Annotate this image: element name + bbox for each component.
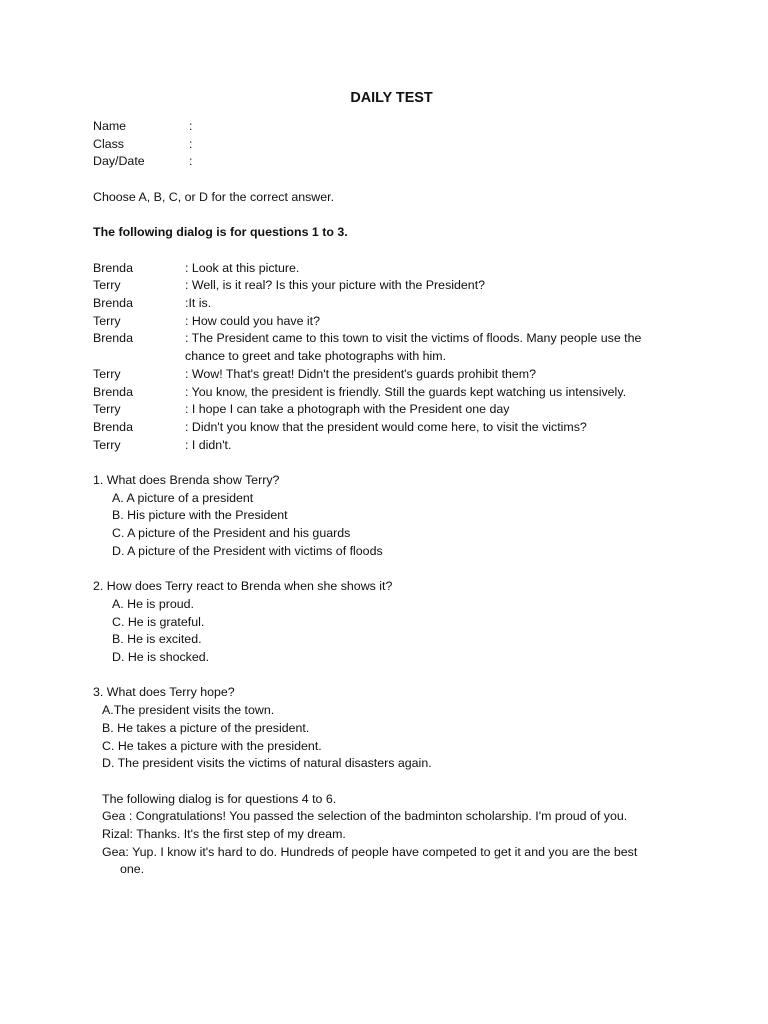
info-label: Day/Date [93,154,145,169]
dialog-speaker: Terry [93,278,121,293]
spacer [93,561,708,579]
dialog-text: : Wow! That's great! Didn't the president's guards prohibit them? [185,366,537,381]
answer-option: A. A picture of a president [112,490,254,505]
dialog-line [93,295,708,313]
dialog-text: : I hope I can take a photograph with the President one day [185,402,510,417]
answer-option: B. He takes a picture of the president. [102,720,310,735]
dialog1-heading: The following dialog is for questions 1 to 3. [93,225,348,240]
dialog-line [93,366,708,384]
answer-option: A.The president visits the town. [102,703,275,718]
dialog1 [93,260,708,455]
dialog-text-continuation: one. [120,862,145,877]
answer-option: C. A picture of the President and his guards [112,526,351,541]
dialog-speaker: Brenda [93,419,133,434]
info-separator: : [189,119,193,133]
question-2 [93,578,708,667]
dialog-text: : How could you have it? [185,313,320,328]
answer-option: B. He is excited. [112,632,202,647]
dialog-line [93,277,708,295]
spacer [93,242,708,260]
info-separator: : [189,154,193,169]
question-text: 2. How does Terry react to Brenda when she shows it? [93,579,393,594]
dialog-line [93,437,708,455]
answer-option: D. The president visits the victims of natural disasters again. [102,756,432,771]
student-info [93,118,708,171]
info-row-name [93,118,708,136]
instruction: Choose A, B, C, or D for the correct answer. [93,189,335,204]
dialog-text-block [185,330,708,365]
dialog-text: : Look at this picture. [185,260,300,275]
spacer [93,171,708,189]
question-3 [93,684,708,773]
dialog-text: : Didn't you know that the president would come here, to visit the victims? [185,419,587,434]
answer-option: C. He is grateful. [112,614,205,629]
answer-option: C. He takes a picture with the president. [102,738,322,753]
dialog2 [93,791,708,880]
answer-option: D. He is shocked. [112,650,210,665]
dialog-line: Gea : Congratulations! You passed the selection of the badminton scholarship. I'm proud of you. [102,809,628,824]
dialog-speaker: Brenda [93,331,133,346]
spacer [93,454,708,472]
dialog-line [93,330,708,365]
dialog-speaker: Terry [93,402,121,417]
page-title: DAILY TEST [350,90,433,106]
spacer [93,667,708,685]
answer-option: B. His picture with the President [112,508,288,523]
dialog-line [93,401,708,419]
dialog-line [93,384,708,402]
dialog-line [93,260,708,278]
question-text: 1. What does Brenda show Terry? [93,473,280,487]
dialog-text: : Well, is it real? Is this your picture with the President? [185,278,486,293]
dialog-text: : You know, the president is friendly. Still the guards kept watching us intensively. [185,384,627,399]
dialog-speaker: Terry [93,437,121,452]
dialog-text: Gea: Yup. I know it's hard to do. Hundreds of people have competed to get it and you are the best [102,844,638,859]
dialog-speaker: Terry [93,366,121,381]
dialog-text: :It is. [185,295,212,310]
answer-option: D. A picture of the President with victims of floods [112,543,383,558]
question-1 [93,472,708,561]
info-separator: : [189,136,193,151]
info-label: Name [93,119,127,133]
dialog2-heading: The following dialog is for questions 4 to 6. [102,791,337,806]
answer-option: A. He is proud. [112,596,194,611]
dialog-speaker: Brenda [93,295,133,310]
dialog-line: Rizal: Thanks. It's the first step of my dream. [102,827,346,842]
dialog-speaker: Brenda [93,384,133,399]
dialog-text: : The President came to this town to visit the victims of floods. Many people use the [185,331,642,346]
question-text: 3. What does Terry hope? [93,685,235,700]
dialog-speaker: Terry [93,313,121,328]
spacer [93,773,708,791]
dialog-line [93,419,708,437]
dialog-speaker: Brenda [93,260,133,275]
dialog-line [93,313,708,331]
spacer [93,207,708,225]
info-label: Class [93,136,124,151]
dialog-text: : I didn't. [185,437,232,452]
info-row-class [93,136,708,154]
info-row-date [93,153,708,171]
dialog-line-block [93,844,708,879]
dialog-text-continuation: chance to greet and take photographs with him. [185,349,447,364]
